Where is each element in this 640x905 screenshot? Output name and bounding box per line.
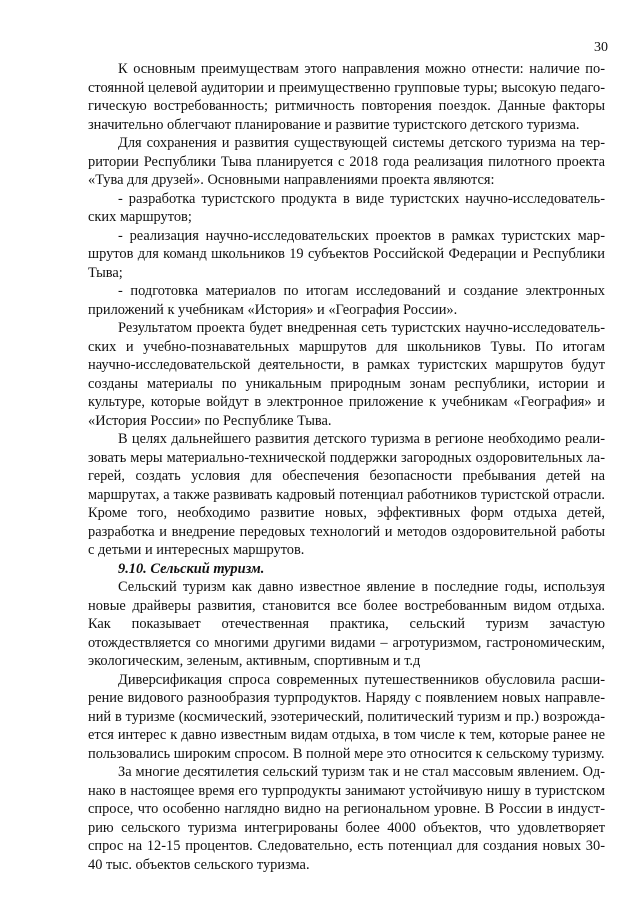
paragraph-development-measures: В целях дальнейшего развития детского туризма в регионе необходимо реализовать меры материально-технической поддержки загородных оздоровительных лагерей, создать условия для обеспечения безопасности пребывания детей на маршрутах, а также развивать кадровый потенциал работников туристской отрасли. Кроме того, необходимо развитие новых, эффективных форм отдыха детей, разработка и внедрение передовых технологий и методов оздоровительной работы с детьми и интересных маршрутов. bbox=[88, 431, 605, 558]
list-item-materials: - подготовка материалов по итогам исследований и создание электронных приложений к учебникам «История» и «География России». bbox=[88, 283, 605, 318]
list-item-routes: - разработка туристского продукта в виде туристских научно-исследовательских маршрутов; bbox=[88, 190, 605, 225]
page-number: 30 bbox=[594, 40, 608, 55]
paragraph-project-result: Результатом проекта будет внедренная сеть туристских научно-исследовательских и учебно-познавательных маршрутов для школьников Тувы. По итогам научно-исследовательской деятельности, в рамках туристских маршрутов будут созданы материалы по уникальным природным зонам республики, истории и культуре, которые войдут в электронное приложение к учебникам «География» и «История России» по Республике Тыва. bbox=[88, 320, 605, 429]
paragraph-decades: За многие десятилетия сельский туризм так и не стал массовым явлением. Однако в настоящее время его турпродукты занимают устойчивую нишу в туристском спросе, что особенно наглядно видно на региональном уровне. В России в индустрию сельского туризма интегрированы более 4000 объектов, что удовлетворяет спрос на 12-15 процентов. Следовательно, есть потенциал для создания новых 30-40 тыс. объектов сельского туризма. bbox=[88, 764, 605, 873]
paragraph-project-intro: Для сохранения и развития существующей системы детского туризма на территории Республики Тыва планируется с 2018 года реализация пилотного проекта «Тува для друзей». Основными направлениями проекта являются: bbox=[88, 135, 605, 188]
paragraph-diversification: Диверсификация спроса современных путешественников обусловила расширение видового разнообразия турпродуктов. Наряду с появлением новых направлений в туризме (космический, эзотерический, политический туризм и пр.) возрождается интерес к давно известным видам отдыха, в том числе к тем, которые ранее не пользовались широким спросом. В полной мере это относится к сельскому туризму. bbox=[88, 671, 605, 762]
section-heading: 9.10. Сельский туризм. bbox=[118, 560, 265, 577]
paragraph-advantages: К основным преимуществам этого направления можно отнести: наличие постоянной целевой аудитории и преимущественно групповые туры; высокую педагогическую востребованность; ритмичность повторения поездок. Данные факторы значительно облегчают планирование и развитие туристского детского туризма. bbox=[88, 61, 605, 133]
paragraph-rural-tourism: Сельский туризм как давно известное явление в последние годы, используя новые драйверы развития, становится все более востребованным видом отдыха. Как показывает отечественная практика, сельский туризм зачастую отождествляется со многими другими видами – агротуризмом, гастрономическим, экологическим, зеленым, активным, спортивным и т.д bbox=[88, 579, 605, 669]
document-body bbox=[88, 60, 605, 874]
list-item-research: - реализация научно-исследовательских проектов в рамках туристских маршрутов для команд школьников 19 субъектов Российской Федерации и Республики Тыва; bbox=[88, 227, 605, 281]
